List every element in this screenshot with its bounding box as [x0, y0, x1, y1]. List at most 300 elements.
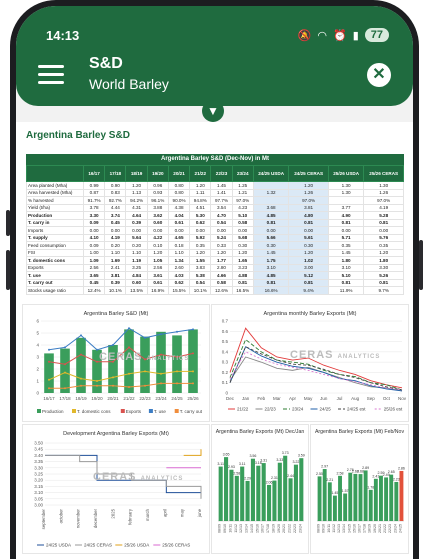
y-tick-label: 3.35	[34, 459, 43, 465]
table-cell: 1.11	[190, 189, 211, 197]
table-row-label: Feed consumption	[27, 242, 84, 250]
table-cell: 1.13	[126, 189, 147, 197]
y-tick-label: 3.20	[34, 477, 43, 483]
table-cell: 97.0%	[232, 197, 253, 205]
x-tick-label: Mar	[273, 396, 281, 401]
table-cell: 1.10	[168, 249, 189, 257]
table-cell: 3.25	[126, 264, 147, 272]
table-cell: 5.64	[126, 234, 147, 242]
y-tick-label: 3.15	[34, 483, 43, 489]
bar-value-label: 2.23	[392, 477, 400, 482]
x-tick-label: 09/10	[223, 524, 228, 533]
phone-screen	[16, 6, 413, 559]
table-cell: 1.32	[253, 189, 288, 197]
table-column-header: 22/23	[211, 166, 232, 182]
table-cell: 5.38	[190, 272, 211, 280]
x-tick-label: Aug	[351, 396, 360, 401]
chart-development	[23, 425, 209, 553]
table-row-label: Yield (t/ha)	[27, 204, 84, 212]
x-tick-label: 11/12	[331, 524, 336, 533]
table-cell: 1.20	[190, 249, 211, 257]
table-row	[27, 279, 404, 287]
table-cell: 0.80	[168, 182, 189, 190]
y-tick-label: 3.00	[34, 502, 43, 508]
table-row	[27, 197, 404, 205]
table-cell: 4.19	[105, 234, 126, 242]
table-cell: 1.77	[211, 257, 232, 265]
table-cell: 5.30	[190, 212, 211, 220]
table-row-label: T. carry in	[27, 219, 84, 227]
bar	[278, 463, 282, 521]
table-cell: 1.45	[211, 182, 232, 190]
table-cell: 0.09	[84, 242, 105, 250]
table-cell: 1.30	[328, 189, 363, 197]
bar	[289, 478, 293, 521]
y-tick-label: 0.2	[221, 369, 228, 375]
table-cell: 0.58	[211, 279, 232, 287]
bar	[251, 459, 255, 521]
table-cell: 0.20	[105, 242, 126, 250]
table-cell: 1.02	[289, 257, 329, 265]
table-cell: 0.54	[211, 219, 232, 227]
watermark-brand: CERAS	[93, 471, 137, 483]
table-row	[27, 249, 404, 257]
data-point	[64, 372, 66, 374]
y-tick-label: 5	[36, 330, 39, 336]
y-tick-label: 3.05	[34, 496, 43, 502]
y-tick-label: 0.6	[221, 328, 228, 334]
table-row-label: Stocks usage ratio	[27, 287, 84, 295]
bar	[343, 494, 347, 521]
series-line	[49, 383, 193, 388]
data-point	[80, 334, 82, 336]
bar-value-label: 2.86	[397, 466, 405, 471]
bar-value-label: 3.11	[217, 462, 225, 467]
data-point	[192, 370, 194, 372]
legend-label: 25/26 CERAS	[162, 542, 191, 548]
page-title: S&D	[89, 55, 123, 72]
legend-label: Production	[42, 409, 64, 414]
table-cell: 5.12	[289, 272, 329, 280]
table-cell: 4.88	[232, 272, 253, 280]
x-tick-label: 23/24	[155, 396, 167, 401]
bar	[318, 476, 322, 521]
table-header-row	[27, 166, 404, 182]
table-cell: 0.00	[211, 227, 232, 235]
table-column-header: 24/25 CERAS	[289, 166, 329, 182]
legend-swatch	[37, 409, 41, 413]
table-cell: 0.00	[190, 227, 211, 235]
table-cell: 96.1%	[147, 197, 168, 205]
y-tick-label: 0.5	[221, 339, 228, 345]
table-cell: 0.60	[147, 219, 168, 227]
bar-value-label: 2.44	[287, 473, 295, 478]
watermark-brand: CERAS	[290, 349, 334, 361]
table-row	[27, 182, 404, 190]
table-cell: 0.81	[253, 279, 288, 287]
x-tick-label: 24/25	[398, 524, 403, 533]
table-cell: 1.10	[126, 249, 147, 257]
chart-panel-dec-jan	[211, 424, 309, 554]
table-row-label: T. supply	[27, 234, 84, 242]
table-row-label: Area planted (Mha)	[27, 182, 84, 190]
table-cell: 94.2%	[126, 197, 147, 205]
data-point	[96, 385, 98, 387]
table-cell: 1.30	[328, 182, 363, 190]
x-tick-label: 20/21	[377, 524, 382, 533]
table-cell: 0.30	[253, 242, 288, 250]
table-cell: 0.33	[211, 242, 232, 250]
table-cell: 2.41	[105, 264, 126, 272]
x-tick-label: 22/23	[139, 396, 151, 401]
table-cell: 1.80	[364, 257, 404, 265]
table-cell: 0.45	[84, 279, 105, 287]
legend-label: 24/25 USDA	[46, 542, 72, 548]
legend-label: T. use	[153, 409, 166, 414]
y-tick-label: 4	[36, 342, 39, 348]
table-cell: 1.30	[364, 182, 404, 190]
signal-icon: ▮	[352, 29, 359, 42]
bar	[240, 467, 244, 521]
table-cell: 0.00	[168, 227, 189, 235]
table-cell: 1.34	[168, 257, 189, 265]
chart-feb-nov	[311, 425, 408, 553]
bar	[235, 476, 239, 521]
table-cell: 5.66	[253, 234, 288, 242]
table-cell: 0.10	[147, 242, 168, 250]
table-row-label: T. carry out	[27, 279, 84, 287]
x-tick-label: Jun	[320, 396, 328, 401]
table-cell: 0.00	[84, 227, 105, 235]
bar	[399, 471, 403, 521]
table-row-label: Exports	[27, 264, 84, 272]
table-cell: 4.66	[211, 272, 232, 280]
bar	[353, 474, 357, 521]
legend-swatch	[149, 409, 153, 413]
status-time: 14:13	[46, 28, 80, 43]
bar-value-label: 2.89	[362, 465, 370, 470]
table-cell: 0.96	[147, 182, 168, 190]
y-tick-label: 3.45	[34, 446, 43, 452]
legend-label: 24/25 est	[347, 406, 366, 412]
table-cell: 3.10	[253, 264, 288, 272]
table-row-label: Area harvested (Mha)	[27, 189, 84, 197]
x-tick-label: 18/19	[75, 396, 87, 401]
table-cell: 90.0%	[168, 197, 189, 205]
data-point	[64, 363, 66, 365]
data-point	[96, 349, 98, 351]
bar	[328, 482, 332, 521]
table-cell: 5.28	[364, 212, 404, 220]
x-tick-label: 21/22	[383, 524, 388, 533]
data-point	[176, 382, 178, 384]
watermark-text	[290, 349, 380, 361]
bar-value-label: 3.11	[238, 462, 246, 467]
chart-sd	[23, 305, 209, 421]
table-cell: 0.99	[84, 182, 105, 190]
x-tick-label: june	[197, 509, 202, 518]
data-point	[192, 328, 194, 330]
bar	[229, 470, 233, 521]
table-cell: 0.00	[126, 227, 147, 235]
x-tick-label: 20/21	[107, 396, 119, 401]
collapse-header-button[interactable]	[202, 100, 224, 122]
table-cell: 1.20	[289, 182, 329, 190]
table-cell: 1.20	[211, 249, 232, 257]
phone-side-button	[6, 250, 10, 290]
table-cell: 0.62	[190, 219, 211, 227]
table-cell: 1.20	[232, 249, 253, 257]
x-tick-label: 18/19	[367, 524, 372, 533]
table-cell: 4.31	[126, 204, 147, 212]
table-cell: 3.83	[190, 264, 211, 272]
legend-label: 23/24	[292, 406, 304, 412]
bar	[267, 485, 271, 521]
x-tick-label: 23/24	[298, 524, 303, 533]
table-cell: 15.5%	[168, 287, 189, 295]
bar-value-label: 1.78	[367, 485, 375, 490]
table-row-label: T. domestic cons	[27, 257, 84, 265]
bar-value-label: 2.58	[336, 471, 344, 476]
data-point	[144, 370, 146, 372]
bar	[369, 490, 373, 521]
table-row	[27, 264, 404, 272]
table-cell: 3.81	[289, 204, 329, 212]
bar	[246, 481, 250, 521]
table-cell: 92.7%	[105, 197, 126, 205]
table-cell: 0.62	[168, 279, 189, 287]
table-cell: 2.56	[84, 264, 105, 272]
x-tick-label: 08/09	[316, 524, 321, 533]
menu-icon[interactable]	[38, 65, 64, 85]
table-cell: 0.60	[126, 279, 147, 287]
table-cell: 4.03	[168, 272, 189, 280]
table-cell: 4.44	[105, 204, 126, 212]
x-tick-label: 14/15	[249, 524, 254, 533]
bar-value-label: 2.58	[233, 471, 241, 476]
y-tick-label: 0.4	[221, 349, 228, 355]
table-row-label: % harvested	[27, 197, 84, 205]
bar-production	[76, 338, 86, 393]
table-column-header: 25/26 CERAS	[364, 166, 404, 182]
table-cell: 0.81	[289, 219, 329, 227]
x-tick-label: 22/23	[292, 524, 297, 533]
table-cell: 9.4%	[289, 287, 329, 295]
chart-panel-feb-nov	[310, 424, 409, 554]
data-point	[144, 337, 146, 339]
x-tick-label: may	[179, 509, 185, 518]
y-tick-label: 0	[36, 390, 39, 396]
chart-title: Argentina monthly Barley Exports (Mt)	[263, 311, 357, 317]
table-cell: 12.6%	[211, 287, 232, 295]
table-cell: 5.10	[232, 212, 253, 220]
data-point	[48, 387, 50, 389]
x-tick-label: 10/11	[228, 524, 233, 533]
legend-label: 25/26 USDA	[124, 542, 150, 548]
alarm-icon: ⏰	[332, 29, 347, 42]
data-point	[48, 349, 50, 351]
table-cell: 0.81	[289, 279, 329, 287]
status-bar	[16, 6, 413, 46]
chart-monthly-exports	[212, 305, 408, 421]
table-cell	[253, 197, 288, 205]
table-cell: 3.00	[289, 264, 329, 272]
x-tick-label: 15/16	[255, 524, 260, 533]
table-cell: 97.0%	[364, 197, 404, 205]
bar-value-label: 3.73	[281, 451, 289, 456]
table-row	[27, 242, 404, 250]
data-point	[176, 370, 178, 372]
table-row-label: T. use	[27, 272, 84, 280]
table-cell: 5.10	[328, 272, 363, 280]
data-point	[80, 378, 82, 380]
table-cell: 1.41	[211, 189, 232, 197]
y-tick-label: 3	[36, 354, 39, 360]
legend-label: T. carry out	[179, 409, 202, 414]
table-cell: 16.5%	[232, 287, 253, 295]
x-tick-label: 19/20	[372, 524, 377, 533]
data-point	[176, 331, 178, 333]
bar	[359, 474, 363, 521]
table-cell: 3.54	[211, 204, 232, 212]
table-cell: 4.10	[84, 234, 105, 242]
table-cell: 0.18	[168, 242, 189, 250]
table-cell: 5.92	[190, 234, 211, 242]
x-tick-label: 09/10	[321, 524, 326, 533]
bar	[379, 476, 383, 521]
bar-value-label: 1.45	[331, 491, 339, 496]
x-tick-label: 11/12	[233, 524, 238, 533]
data-point	[96, 380, 98, 382]
y-tick-label: 3.30	[34, 465, 43, 471]
bar-value-label: 1.57	[341, 489, 349, 494]
bar-value-label: 3.56	[249, 454, 257, 459]
bar-value-label: 2.97	[321, 464, 329, 469]
bar	[262, 463, 266, 521]
bar-value-label: 2.65	[387, 470, 395, 475]
y-tick-label: 3.50	[34, 440, 43, 446]
table-column-header: 20/21	[168, 166, 189, 182]
table-cell: 0.58	[232, 219, 253, 227]
table-cell: 4.85	[253, 212, 288, 220]
table-row	[27, 189, 404, 197]
y-tick-label: 3.40	[34, 452, 43, 458]
table-cell: 0.61	[168, 219, 189, 227]
bar-value-label: 2.31	[270, 476, 278, 481]
table-cell: 1.20	[190, 182, 211, 190]
bar	[294, 465, 298, 521]
data-point	[192, 352, 194, 354]
bar-value-label: 2.69	[351, 469, 359, 474]
table-header-blank	[27, 166, 84, 182]
table-cell: 1.00	[84, 249, 105, 257]
table-cell: 9.7%	[364, 287, 404, 295]
y-tick-label: 0	[225, 390, 228, 396]
bar	[374, 479, 378, 521]
close-icon[interactable]: ✕	[367, 63, 391, 87]
table-row	[27, 204, 404, 212]
x-tick-label: Nov	[397, 396, 407, 401]
table-cell: 1.20	[364, 249, 404, 257]
table-cell: 0.00	[328, 227, 363, 235]
series-step-line	[184, 449, 201, 455]
battery-badge: 77	[365, 28, 389, 42]
table-cell: 1.25	[232, 182, 253, 190]
x-tick-label: march	[145, 509, 150, 521]
table-cell: 13.5%	[126, 287, 147, 295]
table-row-label: FSI	[27, 249, 84, 257]
x-tick-label: Oct	[382, 396, 390, 401]
table-cell: 1.75	[253, 257, 288, 265]
table-cell: 3.30	[84, 212, 105, 220]
x-tick-label: May	[303, 396, 313, 401]
phone-side-button	[419, 240, 423, 290]
watermark-text	[99, 351, 189, 363]
bar	[389, 475, 393, 521]
data-point	[128, 346, 130, 348]
bar-production	[140, 337, 150, 393]
y-tick-label: 0.3	[221, 359, 228, 365]
table-cell: 0.35	[328, 242, 363, 250]
table-column-header: 23/24	[232, 166, 253, 182]
chart-title: Argentina Barley S&D (Mt)	[83, 311, 149, 317]
data-point	[112, 385, 114, 387]
bar-value-label: 2.21	[326, 477, 334, 482]
table-cell: 4.84	[126, 272, 147, 280]
x-tick-label: 22/23	[388, 524, 393, 533]
legend-label: 25/26 est	[383, 406, 403, 412]
bar	[348, 473, 352, 521]
x-tick-label: 25/26	[187, 396, 199, 401]
bar	[272, 481, 276, 521]
data-point	[160, 382, 162, 384]
y-tick-label: 2	[36, 366, 39, 372]
bar-value-label: 3.22	[292, 460, 300, 465]
watermark-brand: CERAS	[99, 351, 143, 363]
data-point	[112, 376, 114, 378]
x-tick-label: Apr	[289, 396, 297, 401]
table-cell: 1.20	[126, 182, 147, 190]
table-cell: 0.20	[126, 242, 147, 250]
y-tick-label: 6	[36, 318, 39, 324]
chevron-down-icon: ▼	[207, 104, 219, 118]
table-column-header: 19/20	[147, 166, 168, 182]
x-tick-label: december	[93, 509, 98, 529]
table-row	[27, 234, 404, 242]
status-icons	[298, 28, 389, 42]
bar	[394, 482, 398, 521]
phone-side-button	[6, 210, 10, 236]
table-cell: 0.80	[168, 189, 189, 197]
x-tick-label: 16/17	[260, 524, 265, 533]
legend-label: T. domestic cons	[77, 409, 111, 414]
x-tick-label: april	[162, 509, 168, 518]
x-tick-label: 21/22	[123, 396, 135, 401]
table-cell	[253, 182, 288, 190]
data-point	[48, 361, 50, 363]
table-row	[27, 272, 404, 280]
table-cell: 0.81	[364, 219, 404, 227]
bar-value-label: 2.59	[377, 471, 385, 476]
table-cell: 4.19	[364, 204, 404, 212]
table-column-header: 16/17	[84, 166, 105, 182]
x-tick-label: 16/17	[357, 524, 362, 533]
table-cell: 0.81	[253, 219, 288, 227]
table-cell: 3.62	[147, 212, 168, 220]
x-tick-label: 23/24	[393, 524, 398, 533]
table-cell: 0.00	[232, 227, 253, 235]
x-tick-label: 17/18	[266, 524, 271, 533]
